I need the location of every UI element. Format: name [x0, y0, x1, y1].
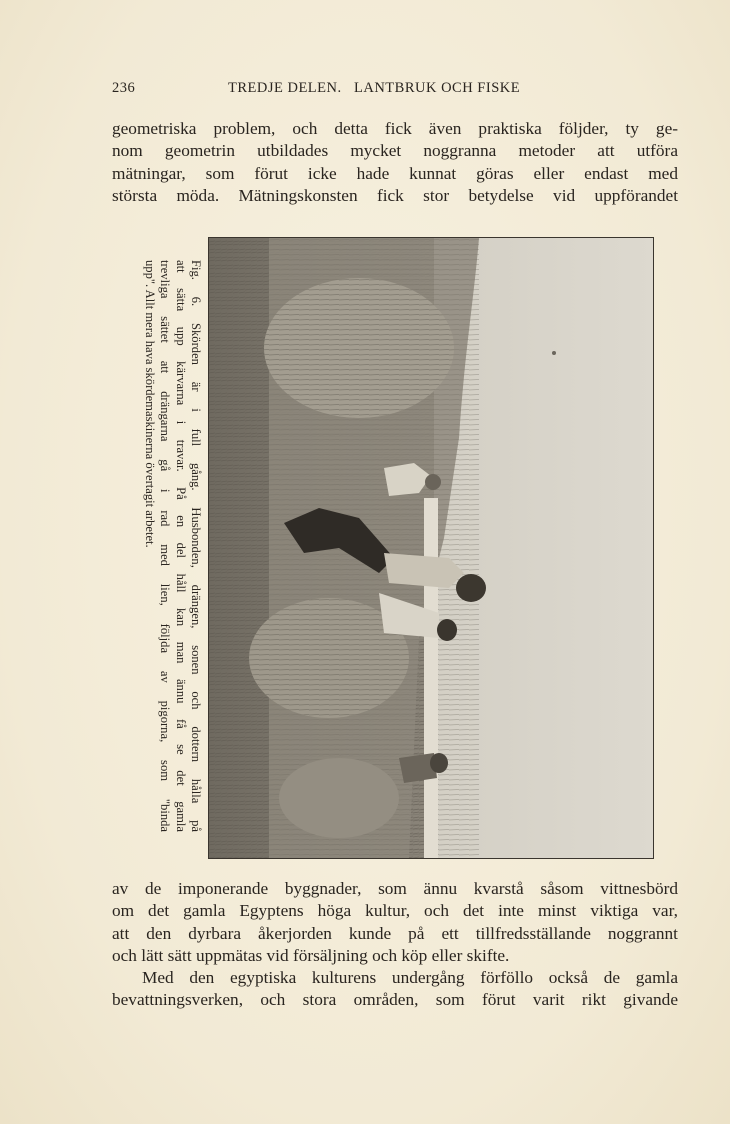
caption-line: trevliga sättet att drängarna gå i rad med lien, följda av pigorna, som "binda [158, 260, 173, 832]
text-line: och lätt sätt uppmätas vid försäljning och köp eller skifte. [112, 945, 510, 965]
text-line: Med den egyptiska kulturens undergång förföllo också de gamla [142, 968, 678, 988]
text-line: av de imponerande byggnader, som ännu kvarstå såsom vittnesbörd [112, 879, 678, 898]
page-number: 236 [112, 80, 136, 96]
figure-caption [142, 260, 203, 832]
text-line: nom geometrin utbildades mycket noggranna metoder att utföra [112, 141, 678, 161]
text-line: geometriska problem, och detta fick även praktiska följder, ty ge- [112, 119, 678, 138]
text-line: mätningar, som förut icke hade kunnat göras eller endast med [112, 163, 678, 183]
text-line: största möda. Mätningskonsten fick stor betydelse vid uppförandet [112, 185, 678, 205]
caption-line: upp". Allt mera hava skördemaskinerna övertagit arbetet. [142, 260, 157, 548]
page-header [112, 80, 678, 102]
body-text-top [112, 118, 678, 207]
caption-line: Fig. 6. Skörden är i full gång. Husbonden, drängen, sonen och dottern hålla på [189, 260, 203, 832]
text-line: om det gamla Egyptens höga kultur, och det inte minst viktiga var, [112, 901, 678, 921]
harvest-photograph [208, 237, 654, 859]
running-title: TREDJE DELEN. LANTBRUK OCH FISKE [228, 80, 521, 96]
body-text-bottom [112, 878, 678, 1012]
caption-line: att sätta upp kärvarna i travar. På en del håll kan man ännu få se det gamla [173, 260, 188, 832]
text-line: att den dyrbara åkerjorden kunde på ett tillfredsställande noggrannt [112, 923, 678, 943]
text-line: bevattningsverken, och stora områden, som förut varit rikt givande [112, 990, 678, 1010]
